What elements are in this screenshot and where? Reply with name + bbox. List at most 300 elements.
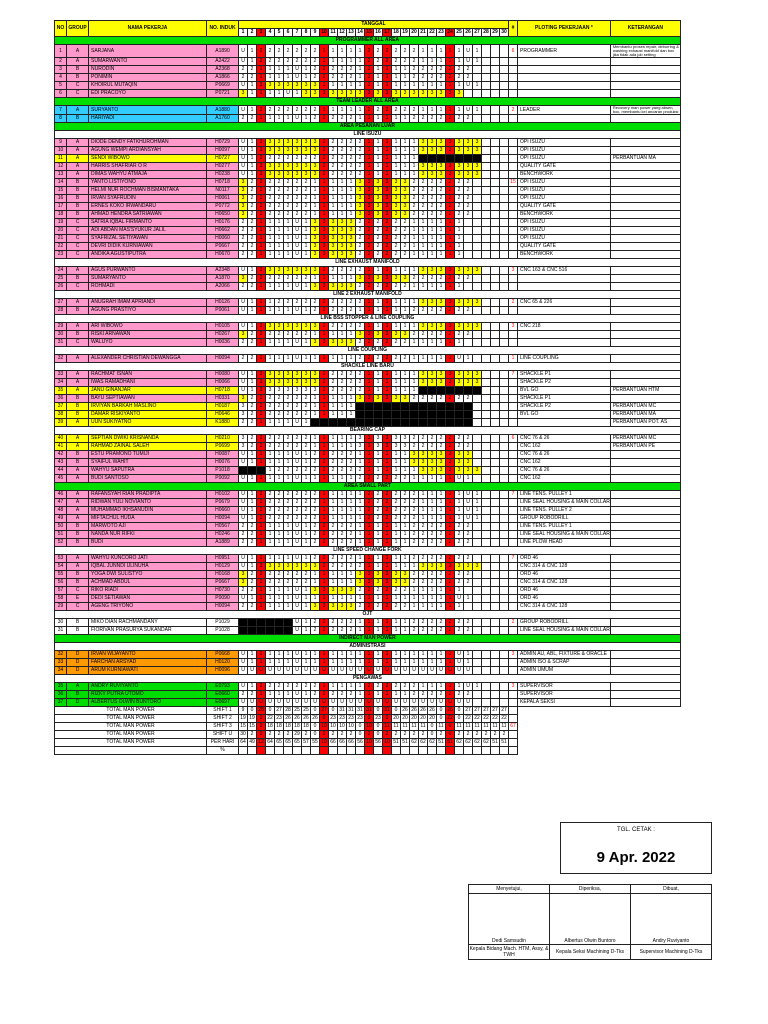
shift-cell: 1 bbox=[473, 683, 482, 691]
row-plot: ORD 46 bbox=[518, 571, 611, 579]
totals-value: 2 bbox=[302, 731, 311, 739]
shift-cell: 2 bbox=[365, 235, 374, 243]
totals-value: 10 bbox=[339, 723, 345, 729]
shift-cell bbox=[491, 691, 500, 699]
shift-cell: 2 bbox=[284, 395, 293, 403]
shift-cell: 3 bbox=[302, 82, 311, 90]
shift-cell: U bbox=[356, 699, 365, 707]
shift-cell: 2 bbox=[374, 515, 383, 523]
shift-cell: 1 bbox=[248, 379, 257, 387]
row-group: B bbox=[67, 571, 89, 579]
shift-cell: 1 bbox=[356, 499, 365, 507]
shift-cell: 2 bbox=[329, 155, 338, 163]
shift-cell: U bbox=[446, 699, 455, 707]
totals-value: 27 bbox=[492, 707, 498, 713]
row-name: ESTU PRAMONO TUMIJI bbox=[89, 451, 207, 459]
shift-cell: 1 bbox=[383, 627, 392, 635]
row-plot: CNC 314 & CNC 128 bbox=[518, 579, 611, 587]
shift-cell: 1 bbox=[410, 219, 419, 227]
shift-cell: 2 bbox=[266, 195, 275, 203]
shift-cell bbox=[410, 419, 419, 427]
shift-cell bbox=[464, 419, 473, 427]
shift-cell: 1 bbox=[455, 243, 464, 251]
shift-cell: 2 bbox=[293, 195, 302, 203]
shift-cell: 1 bbox=[392, 467, 401, 475]
shift-cell: 1 bbox=[374, 659, 383, 667]
shift-cell: 2 bbox=[464, 187, 473, 195]
row-count bbox=[509, 147, 518, 155]
shift-cell: 1 bbox=[347, 187, 356, 195]
shift-cell: 2 bbox=[356, 371, 365, 379]
row-group: C bbox=[67, 339, 89, 347]
shift-cell: U bbox=[248, 667, 257, 675]
shift-cell: 2 bbox=[455, 211, 464, 219]
row-note: PERBANTUAN PE bbox=[610, 443, 680, 451]
shift-cell: 1 bbox=[365, 531, 374, 539]
shift-cell: 3 bbox=[239, 90, 248, 98]
shift-cell: 2 bbox=[338, 451, 347, 459]
shift-cell: 1 bbox=[374, 651, 383, 659]
row-id: H0210 bbox=[207, 435, 239, 443]
shift-cell: 1 bbox=[365, 459, 374, 467]
shift-cell: 1 bbox=[275, 595, 284, 603]
shift-cell: 1 bbox=[284, 115, 293, 123]
shift-cell: 1 bbox=[302, 419, 311, 427]
shift-cell: 3 bbox=[302, 163, 311, 171]
shift-cell: 2 bbox=[347, 115, 356, 123]
shift-cell: 1 bbox=[365, 171, 374, 179]
worker-row bbox=[55, 235, 681, 243]
shift-cell: 2 bbox=[284, 331, 293, 339]
shift-cell: 2 bbox=[392, 45, 401, 58]
shift-cell: 3 bbox=[311, 243, 320, 251]
row-count bbox=[509, 403, 518, 411]
shift-cell: 2 bbox=[302, 155, 311, 163]
row-name: WAHYU KUNCORO JATI bbox=[89, 555, 207, 563]
shift-cell: 2 bbox=[320, 155, 329, 163]
row-count bbox=[509, 387, 518, 395]
signature-name: Albertus Olwin Buntoro bbox=[550, 894, 631, 945]
shift-cell bbox=[500, 235, 509, 243]
shift-cell: 3 bbox=[374, 579, 383, 587]
shift-cell: 3 bbox=[455, 563, 464, 571]
row-group: C bbox=[67, 283, 89, 291]
shift-cell bbox=[428, 403, 437, 411]
shift-cell: 1 bbox=[419, 283, 428, 291]
row-no: 22 bbox=[55, 243, 67, 251]
shift-cell: 1 bbox=[383, 539, 392, 547]
shift-cell: 1 bbox=[374, 371, 383, 379]
shift-cell: 3 bbox=[428, 171, 437, 179]
shift-cell: U bbox=[239, 82, 248, 90]
totals-value: 0 bbox=[374, 707, 383, 715]
shift-cell: 1 bbox=[392, 115, 401, 123]
shift-cell bbox=[491, 507, 500, 515]
section-row bbox=[55, 98, 681, 106]
shift-cell bbox=[482, 219, 491, 227]
shift-cell: 2 bbox=[248, 531, 257, 539]
row-count bbox=[509, 66, 518, 74]
row-no: 12 bbox=[55, 163, 67, 171]
shift-cell bbox=[482, 459, 491, 467]
shift-cell: 1 bbox=[356, 507, 365, 515]
shift-cell bbox=[482, 299, 491, 307]
shift-cell: 2 bbox=[356, 227, 365, 235]
shift-cell: 2 bbox=[311, 507, 320, 515]
row-no: 2 bbox=[55, 58, 67, 66]
section-label: ADMINISTRASI bbox=[55, 643, 681, 651]
row-plot: SHACKLE P2 bbox=[518, 403, 611, 411]
shift-cell bbox=[491, 579, 500, 587]
shift-cell: 1 bbox=[446, 587, 455, 595]
header-note: KETERANGAN bbox=[610, 21, 680, 37]
shift-cell: 3 bbox=[356, 435, 365, 443]
shift-cell: 3 bbox=[320, 243, 329, 251]
shift-cell: 1 bbox=[311, 355, 320, 363]
shift-cell: 1 bbox=[473, 45, 482, 58]
shift-cell: U bbox=[239, 58, 248, 66]
shift-cell: 2 bbox=[284, 275, 293, 283]
shift-cell bbox=[482, 235, 491, 243]
row-name: SURYANTO bbox=[89, 106, 207, 115]
totals-value: 0 bbox=[257, 731, 266, 739]
row-note bbox=[610, 627, 680, 635]
shift-cell: 3 bbox=[320, 235, 329, 243]
shift-cell bbox=[266, 619, 275, 627]
shift-cell: U bbox=[455, 475, 464, 483]
shift-cell: 1 bbox=[284, 283, 293, 291]
shift-cell: 1 bbox=[329, 179, 338, 187]
shift-cell: 1 bbox=[275, 603, 284, 611]
shift-cell: 3 bbox=[311, 283, 320, 291]
row-plot: QUALITY GATE bbox=[518, 203, 611, 211]
shift-cell: 3 bbox=[311, 139, 320, 147]
shift-cell: 2 bbox=[383, 515, 392, 523]
row-group: A bbox=[67, 58, 89, 66]
shift-cell: 2 bbox=[257, 579, 266, 587]
shift-cell: 1 bbox=[365, 563, 374, 571]
row-group: B bbox=[67, 395, 89, 403]
row-id: H0120 bbox=[207, 659, 239, 667]
row-plot: OPI ISUZU bbox=[518, 227, 611, 235]
shift-cell: 2 bbox=[437, 66, 446, 74]
shift-cell bbox=[473, 531, 482, 539]
row-plot: BENCHWORK bbox=[518, 211, 611, 219]
shift-cell: 1 bbox=[437, 595, 446, 603]
shift-cell: 1 bbox=[266, 235, 275, 243]
shift-cell: 1 bbox=[428, 355, 437, 363]
shift-cell bbox=[239, 627, 248, 635]
row-note bbox=[610, 139, 680, 147]
shift-cell: 2 bbox=[257, 435, 266, 443]
shift-cell: 1 bbox=[275, 251, 284, 259]
shift-cell: 2 bbox=[374, 251, 383, 259]
shift-cell: 2 bbox=[257, 683, 266, 691]
shift-cell: 1 bbox=[401, 595, 410, 603]
shift-cell: 3 bbox=[293, 147, 302, 155]
shift-cell: 3 bbox=[446, 163, 455, 171]
worker-row bbox=[55, 387, 681, 395]
shift-cell: 1 bbox=[401, 627, 410, 635]
row-note bbox=[610, 299, 680, 307]
shift-cell bbox=[491, 475, 500, 483]
shift-cell: 2 bbox=[329, 451, 338, 459]
shift-cell bbox=[473, 155, 482, 163]
shift-cell: 3 bbox=[473, 563, 482, 571]
row-count bbox=[509, 307, 518, 315]
shift-cell: 1 bbox=[311, 475, 320, 483]
row-id: P0699 bbox=[207, 443, 239, 451]
shift-cell: U bbox=[239, 323, 248, 331]
row-group: B bbox=[67, 459, 89, 467]
worker-row bbox=[55, 355, 681, 363]
shift-cell: 3 bbox=[401, 395, 410, 403]
shift-cell: 1 bbox=[347, 331, 356, 339]
shift-cell: 1 bbox=[410, 475, 419, 483]
shift-cell: 2 bbox=[293, 579, 302, 587]
shift-cell: U bbox=[365, 667, 374, 675]
shift-cell bbox=[473, 90, 482, 98]
shift-cell: U bbox=[437, 667, 446, 675]
shift-cell: 3 bbox=[464, 563, 473, 571]
shift-cell: 3 bbox=[446, 467, 455, 475]
shift-cell: 3 bbox=[293, 371, 302, 379]
shift-cell: U bbox=[293, 66, 302, 74]
shift-cell: 3 bbox=[329, 219, 338, 227]
shift-cell bbox=[491, 603, 500, 611]
shift-cell: 1 bbox=[257, 235, 266, 243]
shift-cell: 2 bbox=[464, 579, 473, 587]
shift-cell: 1 bbox=[266, 691, 275, 699]
shift-cell: 3 bbox=[446, 171, 455, 179]
shift-cell: 1 bbox=[248, 659, 257, 667]
shift-cell: 2 bbox=[311, 523, 320, 531]
shift-cell: 2 bbox=[356, 587, 365, 595]
shift-cell: 1 bbox=[446, 595, 455, 603]
shift-cell: 2 bbox=[266, 515, 275, 523]
row-count bbox=[509, 451, 518, 459]
shift-cell: 1 bbox=[257, 539, 266, 547]
shift-cell: 1 bbox=[248, 563, 257, 571]
shift-cell bbox=[491, 227, 500, 235]
totals-value: 23 bbox=[339, 715, 345, 721]
row-name: SYAFRIZAL SETIYAWAN bbox=[89, 235, 207, 243]
shift-cell: 2 bbox=[275, 106, 284, 115]
shift-cell bbox=[491, 155, 500, 163]
row-plot: ORD 46 bbox=[518, 555, 611, 563]
shift-cell: 3 bbox=[275, 147, 284, 155]
shift-cell: 3 bbox=[284, 171, 293, 179]
row-id: H0176 bbox=[207, 219, 239, 227]
shift-cell: 2 bbox=[446, 275, 455, 283]
row-no: 51 bbox=[55, 531, 67, 539]
shift-cell: 3 bbox=[464, 299, 473, 307]
shift-cell bbox=[482, 307, 491, 315]
shift-cell: 3 bbox=[473, 147, 482, 155]
section-label: BEARING CAP bbox=[55, 427, 681, 435]
shift-cell: 1 bbox=[329, 395, 338, 403]
shift-cell bbox=[491, 275, 500, 283]
row-name: RISKI ARNAWAN bbox=[89, 331, 207, 339]
totals-value: 26 bbox=[447, 707, 453, 713]
shift-cell: 3 bbox=[374, 571, 383, 579]
shift-cell: 1 bbox=[356, 515, 365, 523]
row-id: H0650 bbox=[207, 211, 239, 219]
shift-cell: 3 bbox=[347, 339, 356, 347]
shift-cell: 3 bbox=[473, 171, 482, 179]
shift-cell: U bbox=[329, 667, 338, 675]
row-no: 37 bbox=[55, 699, 67, 707]
totals-value: 27 bbox=[465, 707, 471, 713]
shift-cell: 2 bbox=[275, 515, 284, 523]
shift-cell: 1 bbox=[266, 531, 275, 539]
subsection-row bbox=[55, 259, 681, 267]
shift-cell: 2 bbox=[284, 211, 293, 219]
shift-cell: 1 bbox=[266, 90, 275, 98]
shift-cell: 1 bbox=[311, 195, 320, 203]
shift-cell: 1 bbox=[365, 299, 374, 307]
shift-cell: 1 bbox=[437, 507, 446, 515]
shift-cell: 3 bbox=[464, 163, 473, 171]
shift-cell: 2 bbox=[365, 603, 374, 611]
row-count: 2 bbox=[509, 619, 518, 627]
shift-cell: 1 bbox=[266, 467, 275, 475]
shift-cell bbox=[428, 387, 437, 395]
shift-cell: 3 bbox=[329, 283, 338, 291]
totals-value: 30 bbox=[240, 731, 246, 737]
shift-cell: 1 bbox=[266, 339, 275, 347]
shift-cell: 3 bbox=[329, 339, 338, 347]
row-count bbox=[509, 419, 518, 427]
shift-cell: 2 bbox=[293, 395, 302, 403]
shift-cell: 2 bbox=[239, 603, 248, 611]
shift-cell: 2 bbox=[464, 627, 473, 635]
row-name: AGENG TRIYONO bbox=[89, 603, 207, 611]
row-group: A bbox=[67, 106, 89, 115]
day-header: 17 bbox=[384, 29, 390, 35]
shift-cell: 2 bbox=[275, 411, 284, 419]
shift-cell: 2 bbox=[392, 339, 401, 347]
shift-cell: U bbox=[455, 659, 464, 667]
day-header: 7 bbox=[293, 29, 302, 37]
shift-cell bbox=[473, 355, 482, 363]
shift-cell: 2 bbox=[365, 475, 374, 483]
shift-cell: 1 bbox=[266, 651, 275, 659]
shift-cell: 3 bbox=[293, 563, 302, 571]
shift-cell: 3 bbox=[446, 90, 455, 98]
shift-cell bbox=[491, 115, 500, 123]
shift-cell bbox=[248, 627, 257, 635]
shift-cell: 3 bbox=[383, 579, 392, 587]
totals-value: 62 bbox=[483, 739, 489, 745]
shift-cell: 2 bbox=[248, 579, 257, 587]
shift-cell: 3 bbox=[356, 203, 365, 211]
shift-cell bbox=[491, 395, 500, 403]
shift-cell: 1 bbox=[401, 299, 410, 307]
shift-cell bbox=[338, 419, 347, 427]
shift-cell: 2 bbox=[455, 571, 464, 579]
shift-cell: 2 bbox=[419, 211, 428, 219]
worker-row bbox=[55, 203, 681, 211]
shift-cell: 1 bbox=[392, 323, 401, 331]
shift-cell bbox=[482, 515, 491, 523]
shift-cell: U bbox=[338, 699, 347, 707]
shift-cell bbox=[491, 163, 500, 171]
row-id: H0727 bbox=[207, 155, 239, 163]
row-group: D bbox=[67, 659, 89, 667]
shift-cell: 2 bbox=[419, 627, 428, 635]
row-plot: LINE TENS. PULLEY 2 bbox=[518, 507, 611, 515]
shift-cell: 3 bbox=[239, 187, 248, 195]
shift-cell: 2 bbox=[257, 395, 266, 403]
totals-value: 65 bbox=[294, 739, 300, 745]
shift-cell: 2 bbox=[338, 467, 347, 475]
shift-cell: 2 bbox=[302, 683, 311, 691]
shift-cell: 3 bbox=[347, 227, 356, 235]
row-plot: SHACKLE P1 bbox=[518, 371, 611, 379]
shift-cell: 3 bbox=[356, 195, 365, 203]
shift-cell: 1 bbox=[410, 171, 419, 179]
shift-cell bbox=[410, 411, 419, 419]
shift-cell: 1 bbox=[248, 459, 257, 467]
shift-cell: 1 bbox=[275, 219, 284, 227]
row-id: P0721 bbox=[207, 90, 239, 98]
row-count bbox=[509, 667, 518, 675]
shift-cell: 1 bbox=[428, 106, 437, 115]
shift-cell: 2 bbox=[374, 499, 383, 507]
row-no: 30 bbox=[55, 331, 67, 339]
row-name: ALBERTUS OLWIN BUNTORO bbox=[89, 699, 207, 707]
shift-cell: 1 bbox=[248, 267, 257, 275]
row-no: 34 bbox=[55, 379, 67, 387]
shift-cell: 2 bbox=[392, 587, 401, 595]
shift-cell: 2 bbox=[284, 683, 293, 691]
shift-cell: 1 bbox=[383, 459, 392, 467]
shift-cell: 2 bbox=[275, 275, 284, 283]
shift-cell: 3 bbox=[365, 443, 374, 451]
shift-cell: 3 bbox=[410, 459, 419, 467]
totals-value: 0 bbox=[374, 731, 383, 739]
shift-cell: 2 bbox=[248, 74, 257, 82]
worker-row bbox=[55, 595, 681, 603]
shift-cell: 3 bbox=[446, 147, 455, 155]
worker-row bbox=[55, 459, 681, 467]
row-id: H0238 bbox=[207, 171, 239, 179]
shift-cell: 3 bbox=[257, 371, 266, 379]
shift-cell: 2 bbox=[248, 411, 257, 419]
shift-cell: 2 bbox=[401, 507, 410, 515]
shift-cell: 2 bbox=[383, 243, 392, 251]
shift-cell: 1 bbox=[302, 659, 311, 667]
shift-cell: 1 bbox=[455, 106, 464, 115]
shift-cell bbox=[482, 587, 491, 595]
totals-shift: SHIFT 2 bbox=[207, 715, 239, 723]
shift-cell bbox=[491, 651, 500, 659]
shift-cell: 1 bbox=[419, 595, 428, 603]
shift-cell: 1 bbox=[257, 355, 266, 363]
worker-row bbox=[55, 243, 681, 251]
shift-cell: 1 bbox=[320, 203, 329, 211]
shift-cell: 1 bbox=[275, 451, 284, 459]
totals-value: 10 bbox=[366, 723, 372, 729]
shift-cell: 1 bbox=[437, 355, 446, 363]
shift-cell bbox=[482, 499, 491, 507]
shift-cell: 2 bbox=[374, 235, 383, 243]
shift-cell: 3 bbox=[428, 299, 437, 307]
worker-row bbox=[55, 403, 681, 411]
shift-cell bbox=[482, 187, 491, 195]
shift-cell: 3 bbox=[329, 243, 338, 251]
